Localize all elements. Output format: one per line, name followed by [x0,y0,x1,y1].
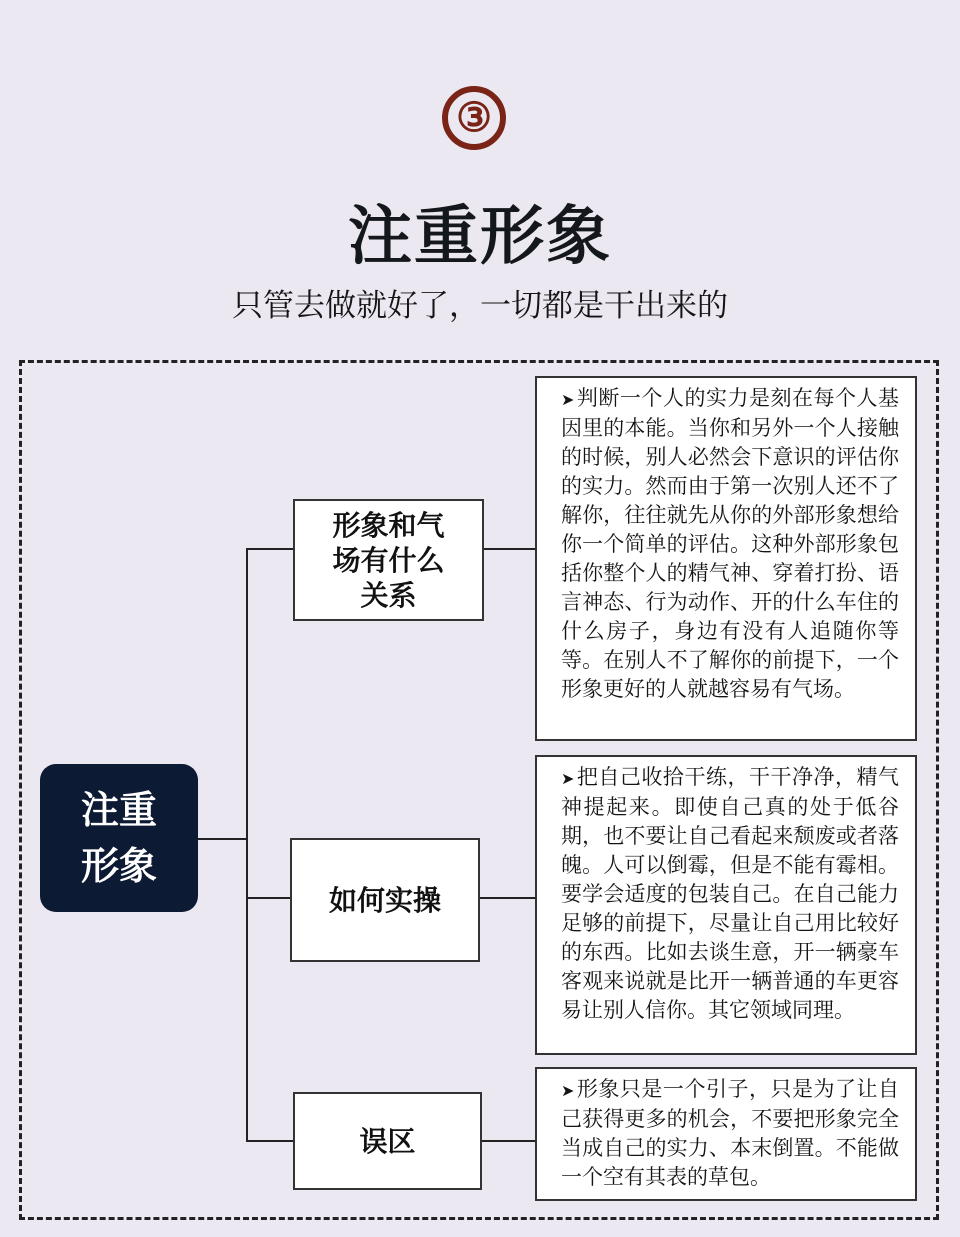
root-node-line: 注重 [80,788,157,832]
circled-number-badge: ③ [442,86,506,150]
triangle-arrow-icon: ➤ [561,1081,575,1100]
connector-branch-3 [246,1140,294,1142]
description-box-practice [535,755,917,1055]
description-box-pitfall [535,1067,917,1201]
branch-node-practice [290,838,480,962]
branch-node-label-line: 关系 [360,578,417,612]
page-title: 注重形象 [348,200,612,274]
root-node [40,764,198,912]
root-node-line: 形象 [80,844,157,888]
branch-node-label-line: 形象和气 [332,508,445,542]
connector-desc-1 [484,548,536,550]
connector-root [198,838,248,840]
description-text: 判断一个人的实力是刻在每个人基因里的本能。当你和另外一个人接触的时候，别人必然会下意识的评估你的实力。然而由于第一次别人还不了解你，往往就先从你的外部形象想给你一个简单的评估。这种外部形象包括你整个人的精气神、穿着打扮、语言神态、行为动作、开的什么车住的什么房子，身边有没有人追随你等等。在别人不了解你的前提下，一个形象更好的人就越容易有气场。 [561,386,899,701]
connector-branch-1 [246,548,294,550]
branch-node-label-line: 场有什么 [332,543,445,577]
branch-node-pitfall [293,1092,482,1190]
description-box-image-aura [535,376,917,741]
description-text: 形象只是一个引子，只是为了让自己获得更多的机会，不要把形象完全当成自己的实力、本末倒置。不能做一个空有其表的草包。 [561,1077,899,1189]
connector-desc-2 [480,897,536,899]
connector-trunk [246,548,248,1142]
triangle-arrow-icon: ➤ [561,390,575,409]
branch-node-image-aura [293,499,484,621]
connector-desc-3 [482,1140,536,1142]
description-text: 把自己收拾干练，干干净净，精气神提起来。即使自己真的处于低谷期，也不要让自己看起来颓废或者落魄。人可以倒霉，但是不能有霉相。要学会适度的包装自己。在自己能力足够的前提下，尽量让自己用比较好的东西。比如去谈生意，开一辆豪车客观来说就是比开一辆普通的车更容易让别人信你。其它领域同理。 [561,765,899,1022]
connector-branch-2 [246,897,292,899]
triangle-arrow-icon: ➤ [561,769,575,788]
branch-node-label-line: 误区 [359,1124,416,1158]
branch-node-label-line: 如何实操 [328,883,441,917]
page-subtitle: 只管去做就好了，一切都是干出来的 [232,288,728,324]
